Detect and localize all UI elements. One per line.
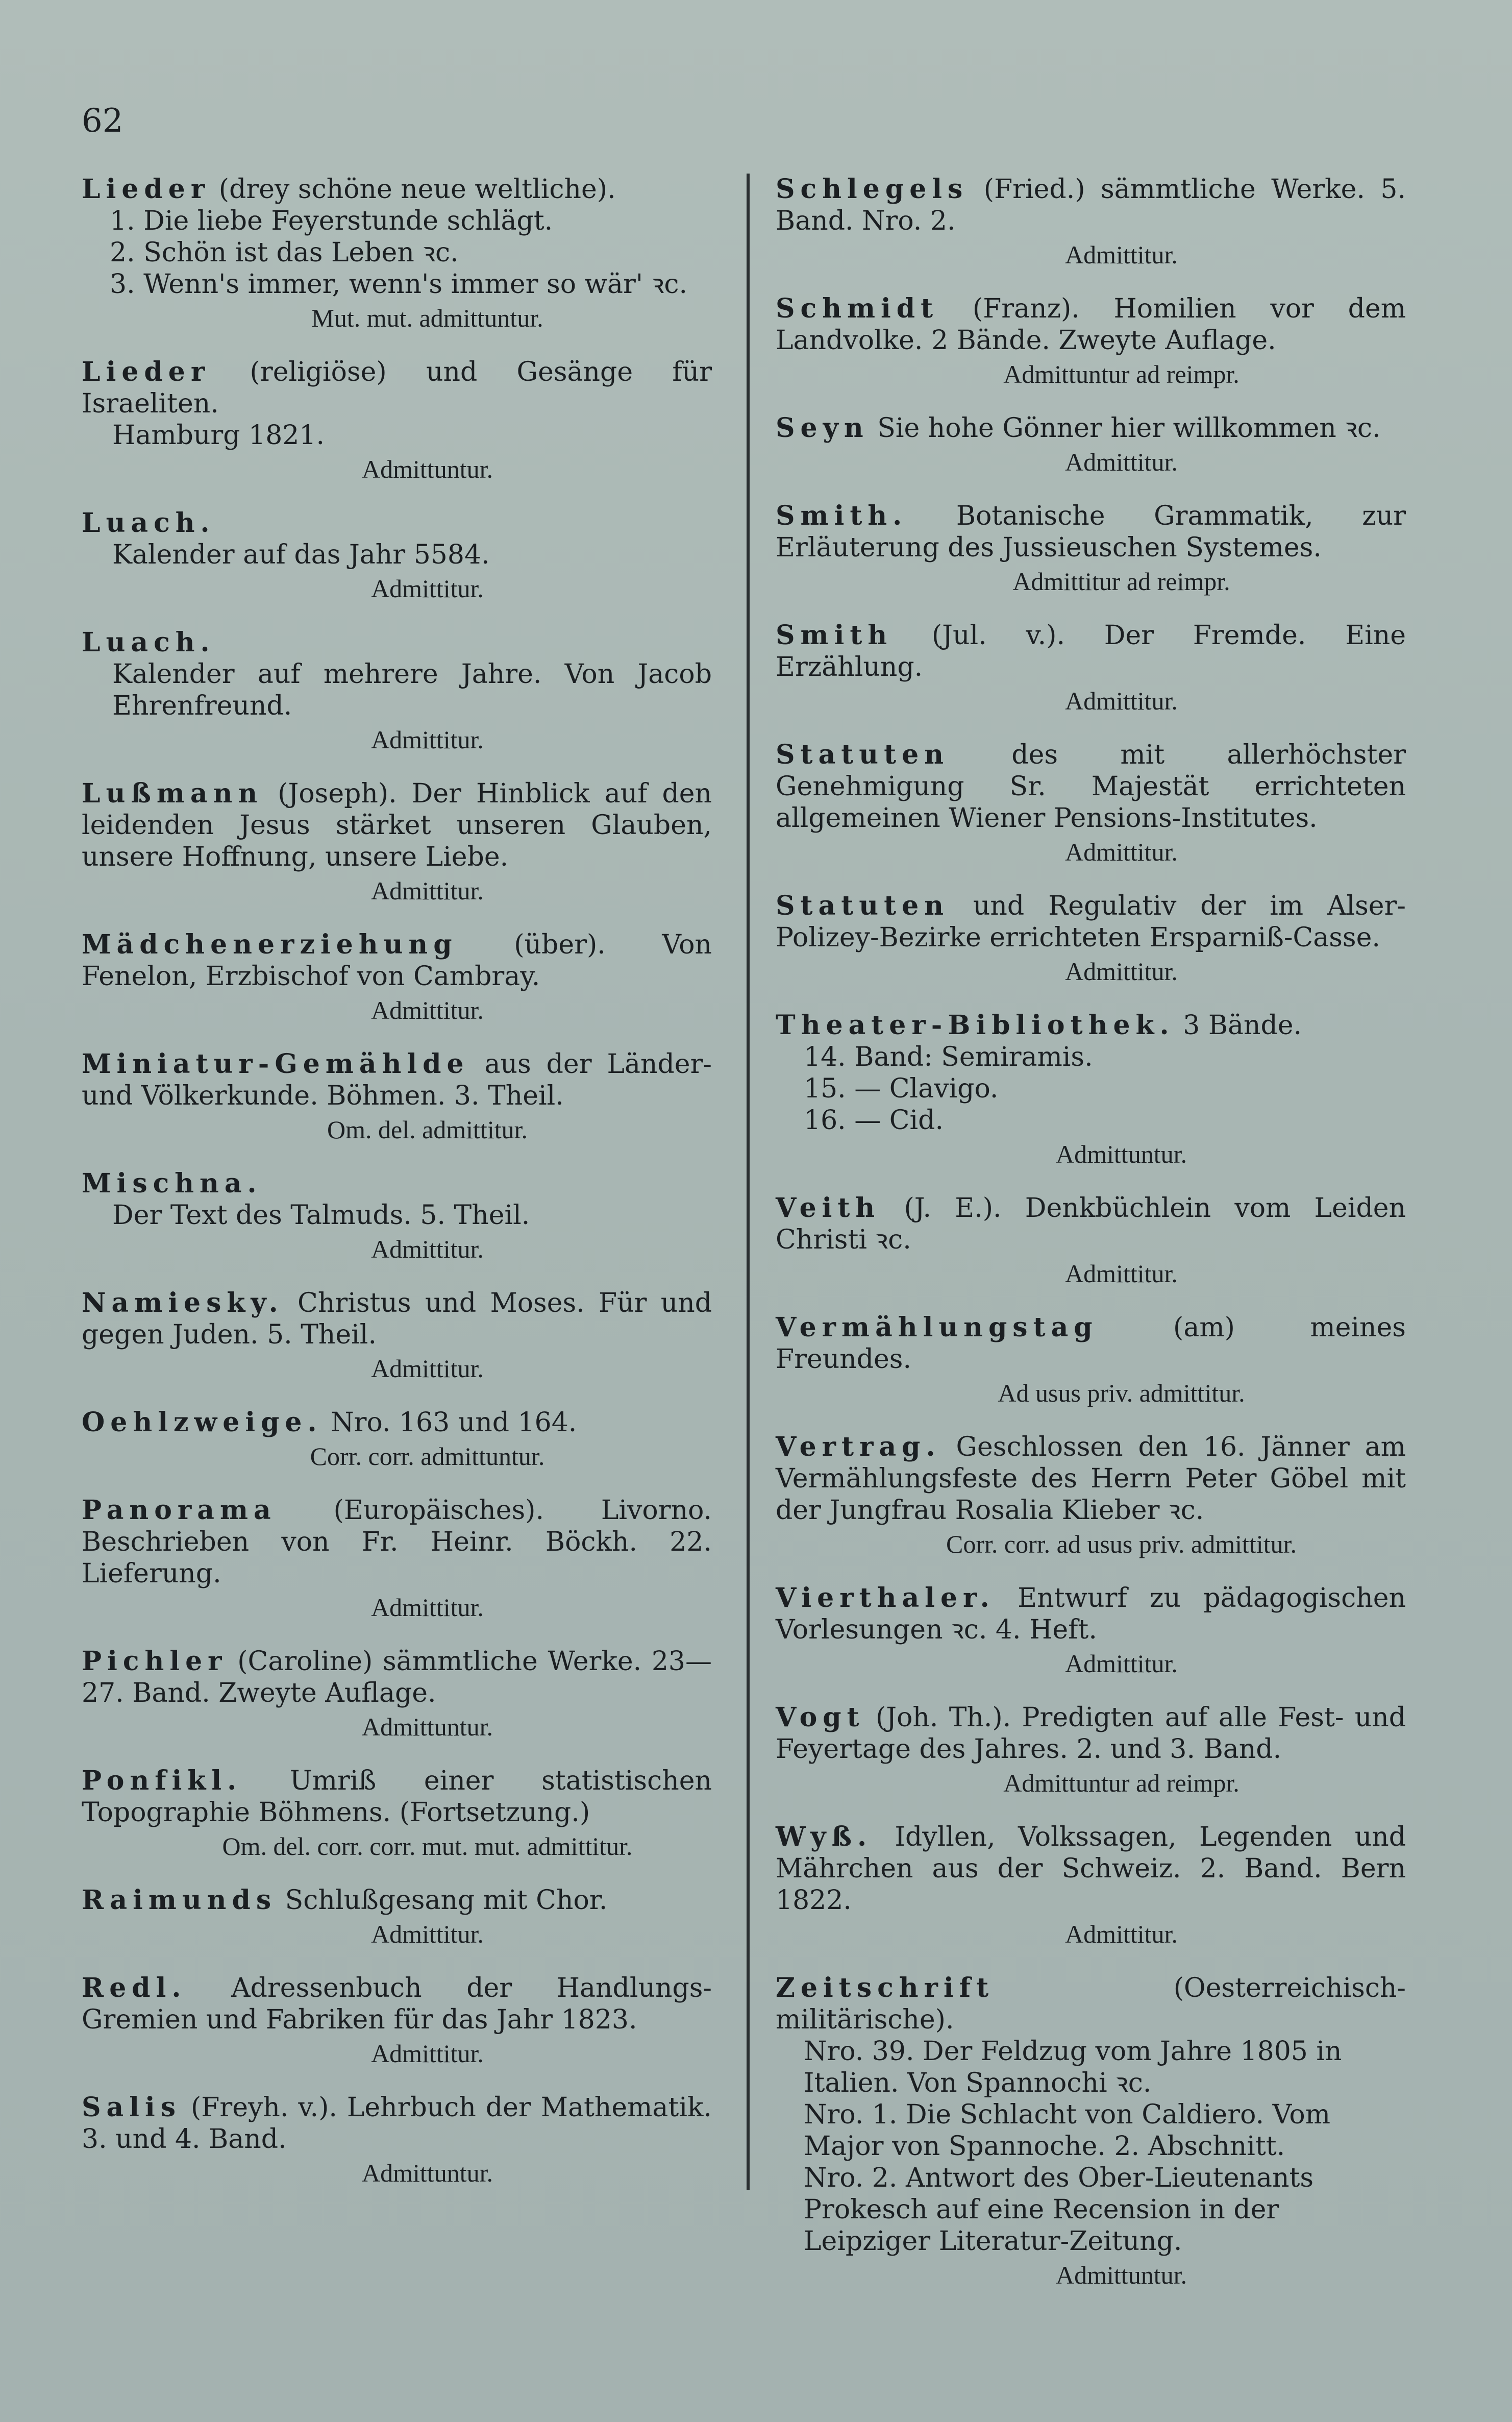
- censorship-verdict: Admittuntur.: [362, 2159, 493, 2187]
- catalog-entry: [82, 1885, 712, 1950]
- censorship-verdict: Admittitur.: [371, 1354, 484, 1383]
- censorship-verdict: Om. del. corr. corr. mut. mut. admittitur.: [222, 1832, 633, 1861]
- entry-subitem: 1. Die liebe Feyerstunde schlägt.: [110, 206, 553, 236]
- entry-keyword: Smith: [776, 620, 893, 651]
- entry-heading: [82, 1287, 712, 1351]
- entry-heading: [82, 356, 712, 420]
- entry-heading: [82, 507, 712, 539]
- censorship-verdict: Om. del. admittitur.: [327, 1115, 528, 1144]
- entry-subitem: Nro. 39. Der Feldzug vom Jahre 1805 in Italien. Von Spannochi ꝛc.: [804, 2036, 1342, 2098]
- entry-heading: [776, 739, 1406, 834]
- entry-title: (religiöse) und Gesänge für Israeliten.: [82, 357, 712, 419]
- column-divider: [747, 174, 750, 2190]
- censorship-verdict: Admittuntur ad reimpr.: [1003, 1769, 1240, 1797]
- entry-continuation: Kalender auf das Jahr 5584.: [112, 540, 490, 570]
- censorship-verdict: Admittitur.: [371, 876, 484, 905]
- entry-heading: [82, 174, 712, 205]
- page-number: 62: [82, 102, 123, 140]
- entry-heading: [82, 627, 712, 658]
- censorship-verdict: Corr. corr. admittuntur.: [310, 1442, 545, 1471]
- catalog-entry: [776, 174, 1406, 271]
- censorship-verdict: Admittuntur.: [1056, 1140, 1187, 1168]
- catalog-entry: [776, 1972, 1406, 2291]
- entry-heading: [776, 890, 1406, 953]
- catalog-entry: [82, 1168, 712, 1265]
- entry-heading: [82, 929, 712, 992]
- entry-heading: [82, 1885, 712, 1916]
- entry-keyword: Statuten: [776, 739, 950, 770]
- censorship-verdict: Admittuntur.: [1056, 2261, 1187, 2289]
- entry-keyword: Lieder: [82, 356, 211, 387]
- censorship-verdict: Admittitur.: [1065, 1259, 1178, 1288]
- catalog-entry: [776, 1582, 1406, 1679]
- entry-title: (Freyh. v.). Lehrbuch der Mathematik. 3. und 4. Band.: [82, 2092, 712, 2155]
- entry-heading: [82, 1495, 712, 1589]
- entry-heading: [776, 1192, 1406, 1256]
- entry-keyword: Veith: [776, 1192, 881, 1224]
- censorship-verdict: Admittitur.: [1065, 448, 1178, 476]
- entry-subitem: 14. Band: Semiramis.: [804, 1042, 1093, 1072]
- catalog-entry: [776, 293, 1406, 390]
- entry-title: Nro. 163 und 164.: [322, 1407, 577, 1438]
- entry-title: Christus und Moses. Für und gegen Juden. 5. Theil.: [82, 1288, 712, 1350]
- entry-keyword: Lieder: [82, 174, 211, 205]
- censorship-verdict: Admittitur.: [1065, 687, 1178, 715]
- entry-heading: [776, 1010, 1406, 1041]
- entry-keyword: Panorama: [82, 1495, 277, 1526]
- entry-keyword: Mischna.: [82, 1168, 262, 1199]
- catalog-entry: [776, 1431, 1406, 1560]
- entry-heading: [776, 412, 1406, 444]
- entry-subitem: Nro. 2. Antwort des Ober-Lieutenants Prokesch auf eine Recension in der Leipziger Literatur-Zeitung.: [804, 2163, 1314, 2257]
- catalog-entry: [82, 1765, 712, 1862]
- censorship-verdict: Admittitur.: [1065, 838, 1178, 866]
- entry-heading: [82, 1168, 712, 1200]
- entry-heading: [82, 1972, 712, 2036]
- entry-heading: [82, 1048, 712, 1112]
- entry-keyword: Smith.: [776, 500, 908, 531]
- entry-title: (Joh. Th.). Predigten auf alle Fest- und Feyertage des Jahres. 2. und 3. Band.: [776, 1702, 1406, 1765]
- censorship-verdict: Corr. corr. ad usus priv. admittitur.: [946, 1530, 1297, 1558]
- censorship-verdict: Admittitur.: [1065, 957, 1178, 986]
- catalog-entry: [82, 1048, 712, 1145]
- entry-keyword: Vierthaler.: [776, 1582, 995, 1613]
- entry-title: aus der Länder- und Völkerkunde. Böhmen. 3. Theil.: [82, 1049, 712, 1111]
- censorship-verdict: Admittuntur.: [362, 455, 493, 483]
- entry-keyword: Salis: [82, 2092, 182, 2123]
- censorship-verdict: Admittitur.: [371, 574, 484, 603]
- entry-title: Schlußgesang mit Chor.: [277, 1885, 608, 1916]
- catalog-entry: [776, 1010, 1406, 1170]
- catalog-entry: [82, 1972, 712, 2069]
- entry-keyword: Pichler: [82, 1646, 228, 1677]
- left-column: [82, 174, 712, 2211]
- catalog-entry: [82, 1495, 712, 1623]
- entry-keyword: Schmidt: [776, 293, 939, 324]
- entry-heading: [776, 500, 1406, 564]
- catalog-entry: [82, 1407, 712, 1472]
- entry-keyword: Luach.: [82, 627, 215, 658]
- entry-keyword: Lußmann: [82, 778, 263, 809]
- catalog-entry: [776, 1192, 1406, 1289]
- catalog-entry: [82, 627, 712, 755]
- entry-keyword: Statuten: [776, 890, 950, 921]
- entry-title: 3 Bände.: [1174, 1010, 1302, 1041]
- catalog-entry: [776, 890, 1406, 987]
- catalog-entry: [82, 778, 712, 907]
- catalog-entry: [82, 929, 712, 1026]
- entry-heading: [82, 778, 712, 873]
- entry-title: Botanische Grammatik, zur Erläuterung des Jussieuschen Systemes.: [776, 501, 1406, 563]
- entry-keyword: Schlegels: [776, 174, 969, 205]
- catalog-entry: [776, 620, 1406, 717]
- entry-title: (Franz). Homilien vor dem Landvolke. 2 Bände. Zweyte Auflage.: [776, 293, 1406, 356]
- entry-heading: [776, 620, 1406, 683]
- entry-title: (Europäisches). Livorno. Beschrieben von Fr. Heinr. Böckh. 22. Lieferung.: [82, 1495, 712, 1589]
- censorship-verdict: Ad usus priv. admittitur.: [998, 1379, 1245, 1407]
- entry-title: (Caroline) sämmtliche Werke. 23—27. Band. Zweyte Auflage.: [82, 1646, 712, 1708]
- entry-title: (über). Von Fenelon, Erzbischof von Cambray.: [82, 929, 712, 992]
- entry-title: (Jul. v.). Der Fremde. Eine Erzählung.: [776, 620, 1406, 682]
- catalog-entry: [776, 1821, 1406, 1950]
- entry-heading: [776, 174, 1406, 237]
- catalog-entry: [82, 2092, 712, 2189]
- entry-heading: [82, 2092, 712, 2155]
- entry-keyword: Vermählungstag: [776, 1312, 1098, 1343]
- entry-keyword: Seyn: [776, 412, 869, 444]
- catalog-entry: [82, 1287, 712, 1384]
- catalog-entry: [82, 174, 712, 334]
- entry-keyword: Redl.: [82, 1972, 187, 2003]
- censorship-verdict: Admittitur.: [371, 1235, 484, 1263]
- entry-heading: [776, 1582, 1406, 1646]
- censorship-verdict: Admittuntur ad reimpr.: [1003, 360, 1240, 388]
- entry-title: und Regulativ der im Alser-Polizey-Bezirke errichteten Ersparniß-Casse.: [776, 891, 1406, 953]
- catalog-entry: [82, 1646, 712, 1743]
- entry-heading: [776, 1972, 1406, 2036]
- catalog-entry: [82, 356, 712, 485]
- entry-keyword: Ponfikl.: [82, 1765, 242, 1796]
- entry-title: Adressenbuch der Handlungs-Gremien und Fabriken für das Jahr 1823.: [82, 1973, 712, 2035]
- entry-heading: [82, 1407, 712, 1438]
- entry-title: (drey schöne neue weltliche).: [210, 174, 616, 205]
- entry-title: Entwurf zu pädagogischen Vorlesungen ꝛc. 4. Heft.: [776, 1583, 1406, 1645]
- entry-heading: [776, 293, 1406, 356]
- entry-title: (J. E.). Denkbüchlein vom Leiden Christi ꝛc.: [776, 1193, 1406, 1255]
- catalog-entry: [82, 507, 712, 604]
- entry-title: Umriß einer statistischen Topographie Böhmens. (Fortsetzung.): [82, 1766, 712, 1828]
- entry-heading: [776, 1312, 1406, 1375]
- entry-keyword: Luach.: [82, 507, 215, 539]
- censorship-verdict: Admittitur.: [1065, 240, 1178, 269]
- entry-title: Sie hohe Gönner hier willkommen ꝛc.: [869, 413, 1381, 444]
- entry-subitem: 3. Wenn's immer, wenn's immer so wär' ꝛc.: [110, 269, 688, 300]
- entry-keyword: Miniatur-Gemählde: [82, 1048, 469, 1080]
- entry-continuation: Kalender auf mehrere Jahre. Von Jacob Ehrenfreund.: [112, 659, 712, 721]
- censorship-verdict: Admittitur.: [371, 1593, 484, 1622]
- entry-continuation: Hamburg 1821.: [112, 420, 325, 451]
- censorship-verdict: Mut. mut. admittuntur.: [311, 304, 543, 332]
- catalog-entry: [776, 412, 1406, 478]
- censorship-verdict: Admittitur.: [371, 1920, 484, 1948]
- censorship-verdict: Admittitur.: [371, 996, 484, 1024]
- entry-heading: [82, 1765, 712, 1828]
- entry-heading: [776, 1431, 1406, 1526]
- entry-keyword: Mädchenerziehung: [82, 929, 458, 960]
- right-column: [776, 174, 1406, 2313]
- entry-keyword: Oehlzweige.: [82, 1407, 323, 1438]
- entry-title: (Oesterreichisch-militärische).: [776, 1973, 1406, 2035]
- catalog-entry: [776, 1702, 1406, 1799]
- censorship-verdict: Admittitur.: [371, 725, 484, 754]
- catalog-entry: [776, 1312, 1406, 1409]
- catalog-entry: [776, 739, 1406, 868]
- entry-heading: [776, 1702, 1406, 1765]
- entry-title: Geschlossen den 16. Jänner am Vermählungsfeste des Herrn Peter Göbel mit der Jungfrau Rosalia Klieber ꝛc.: [776, 1432, 1406, 1526]
- entry-keyword: Namiesky.: [82, 1287, 284, 1318]
- entry-title: (Fried.) sämmtliche Werke. 5. Band. Nro. 2.: [776, 174, 1406, 236]
- entry-keyword: Raimunds: [82, 1885, 277, 1916]
- entry-title: des mit allerhöchster Genehmigung Sr. Majestät errichteten allgemeinen Wiener Pensions-Institutes.: [776, 740, 1406, 834]
- entry-title: Idyllen, Volkssagen, Legenden und Mährchen aus der Schweiz. 2. Band. Bern 1822.: [776, 1822, 1406, 1916]
- entry-title: (Joseph). Der Hinblick auf den leidenden Jesus stärket unseren Glauben, unsere Hoffnung, unsere Liebe.: [82, 778, 712, 872]
- entry-subitem: 16. — Cid.: [804, 1105, 944, 1136]
- entry-keyword: Vertrag.: [776, 1431, 941, 1462]
- entry-heading: [82, 1646, 712, 1709]
- entry-subitem: 2. Schön ist das Leben ꝛc.: [110, 237, 459, 268]
- entry-heading: [776, 1821, 1406, 1916]
- censorship-verdict: Admittitur.: [371, 2039, 484, 2068]
- entry-keyword: Vogt: [776, 1702, 865, 1733]
- entry-subitem: Nro. 1. Die Schlacht von Caldiero. Vom Major von Spannoche. 2. Abschnitt.: [804, 2099, 1331, 2162]
- entry-keyword: Theater-Bibliothek.: [776, 1010, 1175, 1041]
- entry-keyword: Zeitschrift: [776, 1972, 995, 2003]
- entry-subitem: 15. — Clavigo.: [804, 1073, 999, 1104]
- entry-continuation: Der Text des Talmuds. 5. Theil.: [112, 1200, 530, 1231]
- censorship-verdict: Admittitur ad reimpr.: [1012, 567, 1230, 596]
- catalog-entry: [776, 500, 1406, 597]
- censorship-verdict: Admittitur.: [1065, 1920, 1178, 1948]
- entry-keyword: Wyß.: [776, 1821, 873, 1852]
- censorship-verdict: Admittuntur.: [362, 1712, 493, 1741]
- entry-title: (am) meines Freundes.: [776, 1312, 1406, 1375]
- censorship-verdict: Admittitur.: [1065, 1649, 1178, 1678]
